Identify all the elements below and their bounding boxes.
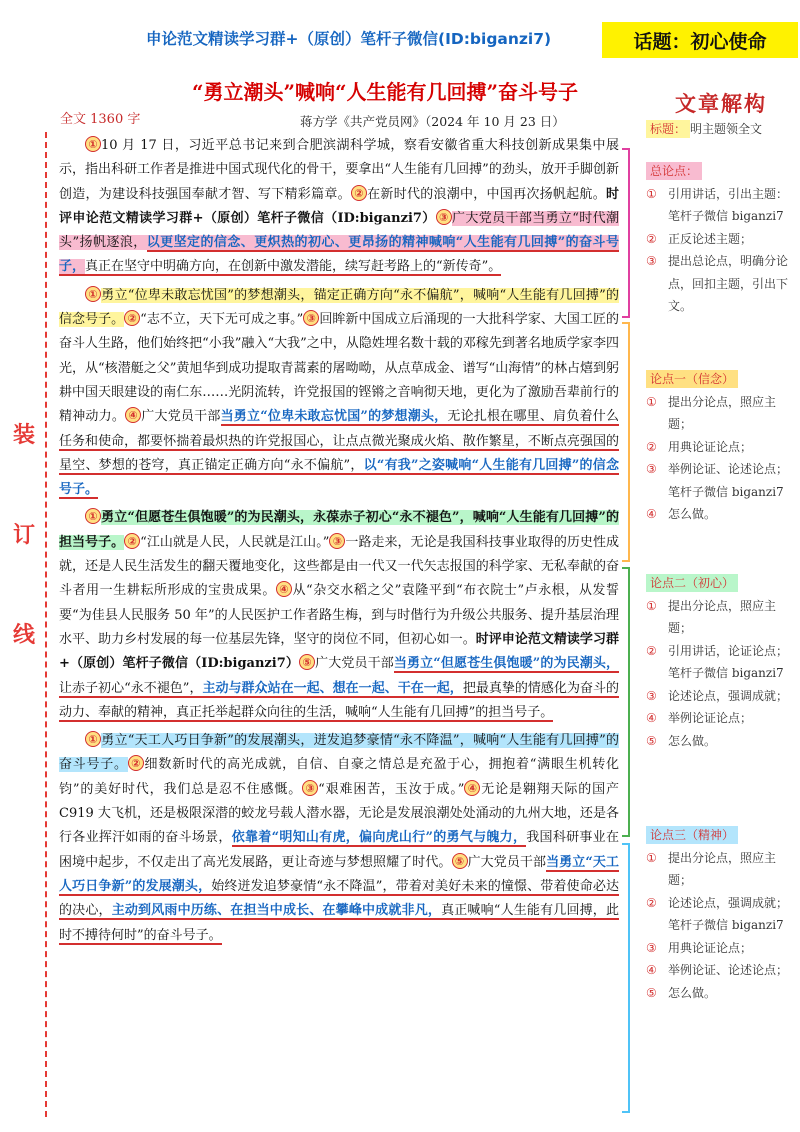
- structure-section-point-two: [646, 572, 796, 752]
- point-number: ②: [646, 231, 657, 246]
- point-text: 举例论证、论述论点；: [668, 963, 789, 977]
- title-tag: 标题：: [646, 120, 690, 138]
- highlight-blue: 勇立“天工人巧日争新”的发展潮头，迸发追梦豪情“永不降温”，喊响“人生能有几回搏”的奋斗号子。: [59, 733, 619, 773]
- circled-number: ②: [124, 310, 140, 326]
- binding-char: 装: [12, 422, 35, 448]
- circled-number: ②: [128, 755, 144, 771]
- article-body: [59, 134, 619, 952]
- text-run-bold: 时评申论范文精读学习群+（原创）笔杆子微信（ID:biganzi7）: [59, 631, 619, 672]
- text-run-underlined: 无论扎根在哪里、肩负着什么任务和使命，都要怀揣着最炽热的许党报国心，让点点微光聚成火焰、散作繁星，不断点亮强国的星空、梦想的苍穹，真正锚定正确方向“永不偏航”，: [59, 409, 619, 473]
- blue-emphasis: 以“有我”之姿喊响“人生能有几回搏”的信念号子。: [59, 457, 619, 498]
- text-run-underlined: 把最真挚的情感化为奋斗的动力、奉献的精神，真正托举起群众向往的生活，喊响“人生能有几回搏”的担当号子。: [59, 680, 619, 720]
- point-number: ②: [646, 895, 657, 910]
- circled-number: ④: [464, 780, 480, 796]
- point-text: 提出总论点，明确分论点，回扣主题，引出下文。: [668, 254, 789, 313]
- section-label: 论点三（精神）: [646, 826, 738, 844]
- binding-char: 线: [12, 622, 35, 648]
- text-run: 我国科研事业在困境中起步，不仅走出了高光发展路，更让奇迹与梦想照耀了时代。: [59, 830, 619, 870]
- text-run: 广大党员干部: [141, 409, 221, 425]
- point-number: ③: [646, 254, 657, 268]
- circled-number: ③: [302, 780, 318, 796]
- header: [0, 0, 800, 62]
- circled-number: ④: [276, 581, 292, 597]
- text-run-underlined: 真正喊响“人生能有几回搏，此时不搏待何时”的奋斗号子。: [59, 903, 619, 943]
- point-text: 引用讲话，引出主题：笔杆子微信 biganzi7: [668, 186, 789, 223]
- article-title: “勇立潮头”喊响“人生能有几回搏”奋斗号子: [191, 80, 578, 104]
- text-run: 在新时代的浪潮中，中国再次扬帆起航。: [366, 186, 606, 202]
- structure-section-intro: [646, 160, 796, 318]
- structure-point: [646, 436, 796, 459]
- point-text: 怎么做。: [668, 985, 717, 1000]
- structure-point: [646, 847, 796, 892]
- structure-point: [646, 503, 796, 526]
- point-text: 论述论点，强调成就；: [668, 688, 789, 703]
- structure-point: [646, 707, 796, 730]
- circled-number: ②: [351, 185, 367, 201]
- point-text: 提出分论点，照应主题；: [668, 850, 777, 887]
- section-label: 论点二（初心）: [646, 574, 738, 592]
- point-text: 用典论证论点；: [668, 439, 753, 454]
- text-run: 细数新时代的高光成就，自信、自豪之情总是充盈于心，拥抱着“满眼生机转化钧”的美好时代，我们总是忍不住感慨。: [59, 757, 619, 797]
- text-run: 从“杂交水稻之父”袁隆平到“布衣院士”卢永根，从发誓要“为佳县人民服务 50 年”的人民医护工作者路生梅，到与时偕行为升级公共服务、提升基层治理水平、助力乡村发展的每一位基层先锋，坚守的岗位不同，但初心如一。: [59, 583, 619, 647]
- point-text: 怎么做。: [668, 507, 717, 521]
- point-number: ③: [646, 462, 657, 476]
- point-text: 怎么做。: [668, 733, 717, 748]
- text-run-underlined: 真正在坚守中明确方向，在创新中激发潜能，续写赶考路上的“新传奇”。: [85, 259, 502, 275]
- point-number: ⑤: [646, 733, 657, 748]
- text-run: 广大党员干部: [315, 656, 394, 672]
- highlight-yellow: 勇立“位卑未敢忘忧国”的梦想潮头，锚定正确方向“永不偏航”，喊响“人生能有几回搏”的信念号子。: [59, 287, 619, 328]
- blue-emphasis: 当勇立“位卑未敢忘忧国”的梦想潮头，: [220, 409, 448, 425]
- circled-number: ③: [329, 533, 345, 549]
- paragraph-point-one: [59, 284, 619, 503]
- structure-point: [646, 685, 796, 708]
- point-number: ①: [646, 850, 657, 865]
- point-text: 提出分论点，照应主题；: [668, 394, 777, 431]
- text-run: 一路走来，无论是我国科技事业取得的历史性成就，还是人民生活发生的翻天覆地变化，这些都是由一代又一代矢志报国的科学家、无私奉献的奋斗者用一生耕耘所形成的宝贵成果。: [59, 534, 619, 599]
- structure-section-point-one: [646, 368, 796, 526]
- point-number: ①: [646, 598, 657, 613]
- point-number: ⑤: [646, 985, 657, 1000]
- structure-title-note: [646, 118, 796, 141]
- blue-emphasis: 当勇立“但愿苍生俱饱暖”的为民潮头，: [393, 656, 619, 672]
- title-note: 明主题领全文: [690, 122, 763, 136]
- paragraph-point-three: [59, 729, 619, 948]
- point-text: 引用讲话，论证论点；笔杆子微信 biganzi7: [668, 643, 789, 680]
- blue-emphasis: 主动与群众站在一起、想在一起、干在一起，: [202, 680, 463, 696]
- circled-number: ①: [85, 136, 101, 152]
- point-number: ③: [646, 688, 657, 703]
- blue-emphasis: 依靠着“明知山有虎，偏向虎山行”的勇气与魄力，: [231, 830, 527, 846]
- structure-point: [646, 937, 796, 960]
- circled-number: ①: [85, 508, 101, 524]
- point-number: ④: [646, 507, 657, 521]
- circled-number: ①: [85, 286, 101, 302]
- highlight-green: 勇立“但愿苍生俱饱暖”的为民潮头，永葆赤子初心“永不褪色”，喊响“人生能有几回搏”的担当号子。: [59, 510, 619, 550]
- paragraph-intro: [59, 134, 619, 280]
- text-run-underlined: 让赤子初心“永不褪色”，: [59, 680, 203, 696]
- point-number: ②: [646, 643, 657, 658]
- structure-point: [646, 959, 796, 982]
- section-label: 论点一（信念）: [646, 370, 738, 388]
- structure-point: [646, 730, 796, 753]
- text-run: 回眸新中国成立后涌现的一大批科学家、大国工匠的奋斗人生路，他们始终把“小我”融入“大我”之中，从隐姓埋名数十载的邓稼先到著名地质学家李四光，从“核潜艇之父”黄旭华到成功提取青蒿素的屠呦呦，从点草成金、谱写“山海情”的林占熺到躬耕中国天眼建设的南仁东……光阴流转，许党报国的铿锵之音响彻天地，更化为了激励吾辈前行的精神动力。: [59, 312, 619, 425]
- structure-point: [646, 892, 796, 937]
- circled-number: ①: [85, 731, 101, 747]
- text-run-bold: 时评申论范文精读学习群+（原创）笔杆子微信（ID:biganzi7）: [59, 186, 619, 226]
- point-number: ①: [646, 394, 657, 409]
- section-bracket-intro: [622, 148, 630, 318]
- binding-char: 订: [12, 522, 35, 548]
- text-run: 广大党员干部: [467, 854, 547, 870]
- point-text: 举例论证论点；: [668, 711, 753, 725]
- section-bracket-point-two: [622, 567, 630, 837]
- binding-line: [45, 132, 47, 1117]
- structure-point: [646, 458, 796, 503]
- point-text: 提出分论点，照应主题；: [668, 598, 777, 635]
- topic-badge: 话题：初心使命: [602, 22, 798, 58]
- circled-number: ④: [125, 407, 141, 423]
- structure-panel: [646, 88, 796, 1000]
- highlight-pink: 广大党员干部当勇立“时代潮头”扬帆逐浪，: [59, 210, 619, 251]
- point-number: ③: [646, 940, 657, 955]
- paragraph-point-two: [59, 506, 619, 725]
- structure-point: [646, 183, 796, 228]
- section-bracket-point-three: [622, 843, 630, 1113]
- point-text: 用典论证论点；: [668, 940, 753, 955]
- text-run: 10 月 17 日，习近平总书记来到合肥滨湖科学城，察看安徽省重大科技创新成果集中展示，指出科研工作者是推进中国式现代化的骨干，要拿出“人生能有几回搏”的劲头，放开手脚创新创造，为建设科技强国奉献才智、写下精彩篇章。: [59, 138, 619, 202]
- text-run: 无论是翱翔天际的国产 C919 大飞机，还是极限深潜的蛟龙号载人潜水器，无论是发展浪潮处处涌动的九州大地，还是各行各业挥汗如雨的奋斗场景，: [59, 781, 619, 846]
- structure-point: [646, 228, 796, 251]
- structure-point: [646, 391, 796, 436]
- structure-point: [646, 595, 796, 640]
- structure-heading: 文章解构: [675, 91, 767, 116]
- point-number: ④: [646, 963, 657, 977]
- header-group-name: 申论范文精读学习群+（原创）笔杆子微信(ID:biganzi7): [146, 30, 552, 48]
- thesis-highlight: 以更坚定的信念、更炽热的初心、更昂扬的精神喊响“人生能有几回搏”的奋斗号子，: [59, 235, 619, 275]
- point-number: ②: [646, 439, 657, 454]
- circled-number: ③: [303, 310, 319, 326]
- word-count: 全文 1360 字: [60, 112, 141, 127]
- section-label: 总论点：: [646, 162, 702, 180]
- circled-number: ⑤: [299, 654, 315, 670]
- circled-number: ③: [436, 209, 452, 225]
- text-run: “志不立，天下无可成之事。”: [140, 312, 304, 328]
- circled-number: ⑤: [452, 853, 468, 869]
- blue-emphasis: 主动到风雨中历练、在担当中成长、在攀峰中成就非凡，: [111, 903, 442, 919]
- text-run: “艰难困苦，玉汝于成。”: [318, 781, 465, 797]
- structure-point: [646, 640, 796, 685]
- structure-section-point-three: [646, 824, 796, 1004]
- text-run: “江山就是人民，人民就是江山。”: [140, 534, 330, 550]
- blue-emphasis: 当勇立“天工人巧日争新”的发展潮头，: [59, 854, 619, 894]
- point-text: 正反论述主题；: [668, 231, 753, 246]
- point-number: ④: [646, 711, 657, 725]
- section-bracket-point-one: [622, 322, 630, 562]
- structure-point: [646, 250, 796, 318]
- point-text: 举例论证、论述论点；笔杆子微信 biganzi7: [668, 462, 789, 499]
- article-byline: 蒋方学《共产党员网》（2024 年 10 月 23 日）: [300, 114, 565, 129]
- structure-point: [646, 982, 796, 1005]
- circled-number: ②: [124, 533, 140, 549]
- point-number: ①: [646, 186, 657, 201]
- text-run-underlined: 始终迸发追梦豪情“永不降温”，带着对美好未来的憧憬、带着使命必达的决心，: [59, 878, 619, 919]
- point-text: 论述论点，强调成就；笔杆子微信 biganzi7: [668, 895, 789, 932]
